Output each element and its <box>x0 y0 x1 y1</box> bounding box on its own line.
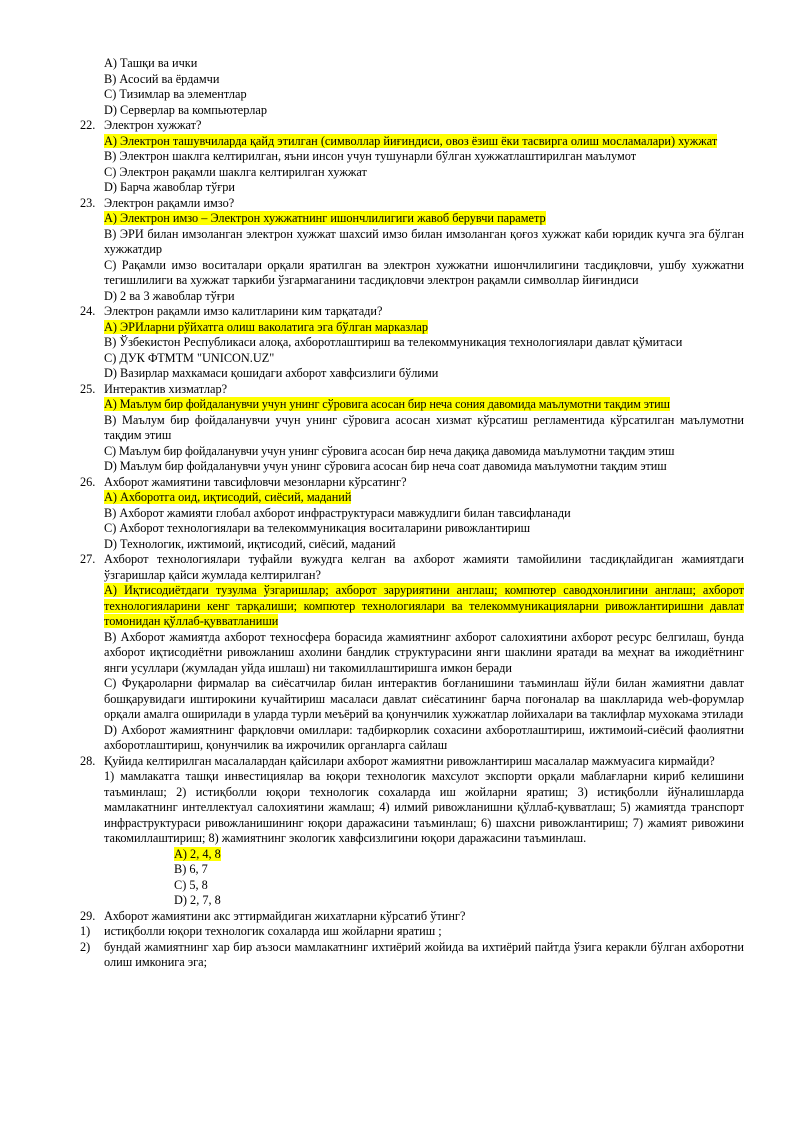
item-number: 1) <box>80 924 91 938</box>
question-26 <box>80 475 744 553</box>
item-text: истиқболли юқори технологик сохаларда иш жойларни яратиш ; <box>104 924 442 938</box>
option: B) Маълум бир фойдаланувчи учун унинг сўровига асосан хизмат кўрсатиш регламентида кўрсатилган маълумотни тақдим этиш <box>104 412 744 442</box>
option: C) Ахборот технологиялари ва телекоммуникация воситаларини ривожлантириш <box>104 521 531 535</box>
question-29 <box>80 909 744 925</box>
option: C) Маълум бир фойдаланувчи учун унинг сўровига асосан бир неча дақиқа давомида маълумотни тақдим этиш <box>104 443 675 458</box>
question-number: 26. <box>80 474 96 489</box>
question-number: 23. <box>80 195 96 210</box>
question-22 <box>80 118 744 196</box>
option: A) Ташқи ва ички <box>104 56 198 70</box>
correct-answer: A) Электрон ташувчиларда қайд этилган (символлар йиғиндиси, овоз ёзиш ёки тасвирга олиш мосламалари) хужжат <box>104 133 718 148</box>
option: B) Асосий ва ёрдамчи <box>104 71 220 86</box>
correct-answer: A) Маълум бир фойдаланувчи учун унинг сўровига асосан бир неча сония давомида маълумотни тақдим этиш <box>104 397 670 411</box>
option: D) Ахборот жамиятнинг фарқловчи омиллари: тадбиркорлик сохасини ахборотлаштириш, ижтимоий-сиёсий фаолиятни ахборотлаштириш, қонунчилик ва ижрочилик органларга сайлаш <box>104 722 744 752</box>
question-28 <box>80 754 744 909</box>
option: B) 6, 7 <box>174 862 208 876</box>
question-25 <box>80 382 744 475</box>
question-number: 29. <box>80 908 96 923</box>
option: B) Ўзбекистон Республикаси алоқа, ахборотлаштириш ва телекоммуникация технологиялари давлат қўмитаси <box>104 335 683 349</box>
option: D) 2, 7, 8 <box>174 893 221 907</box>
option: C) 5, 8 <box>174 877 208 892</box>
option: D) Вазирлар махкамаси қошидаги ахборот хавфсизлиги бўлими <box>104 366 439 380</box>
question-number: 25. <box>80 381 96 396</box>
statement-list: 1) мамлакатга ташқи инвестициялар ва юқори технологик махсулот экспорти орқали маблағларни кириб келишини таъминлаш; 2) истиқболли юқори технологик сохаларда иш жойларни яратиш; 3) истиқболли йўналишларда мамлакатнинг интеллектуал салохиятини жамлаш; 4) илмий ривожланишни қўллаб-қувватлаш; 5) жамиятда транспорт инфраструктураси ривожланишининг юқори даражасини таъминлаш; 6) шахсни ривожлантириш; 7) жамият ривожини такомиллаштириш; 8) жамиятнинг экологик хавфсизлигини юқори даражасини таъминлаш. <box>104 769 744 845</box>
document-page <box>80 56 744 971</box>
option: C) ДУК ФТМТМ "UNICON.UZ" <box>104 350 275 365</box>
question-number: 28. <box>80 753 96 768</box>
correct-answer: A) 2, 4, 8 <box>174 846 221 861</box>
item-number: 2) <box>80 939 91 954</box>
option: B) Ахборот жамиятда ахборот техносфера борасида жамиятнинг ахборот салохиятини ахборот ресурс белгилаш, бунда ахборот иқтисодиётни ривожланиш ахолини бандлик структурасини янги шаклини яратади ва меҳнат ва ижодиётнинг янги усуллари (жумладан уйда ишлаш) ни такомиллаштиришга имкон беради <box>104 629 744 675</box>
option: D) Серверлар ва компьютерлар <box>104 102 267 117</box>
option: D) Маълум бир фойдаланувчи учун унинг сўровига асосан бир неча соат давомида маълумотни тақдим этиш <box>104 459 667 473</box>
question-text: Интерактив хизматлар? <box>104 381 228 396</box>
correct-answer: A) Ахборотга оид, иқтисодий, сиёсий, маданий <box>104 490 352 504</box>
question-text: Ахборот жамиятини акс эттирмайдиган жихатларни кўрсатиб ўтинг? <box>104 908 466 923</box>
option: B) ЭРИ билан имзоланган электрон хужжат шахсий имзо билан имзоланган қоғоз хужжат каби юридик кучга эга бўлган хужжатдир <box>104 226 744 256</box>
correct-answer: A) Иқтисодиётдаги тузулма ўзгаришлар; ахборот заруриятини англаш; компютер саводхонлигини англаш; ахборот технологияларини кенг тарқалиши; компютер технологиялари ва телекоммуникацияларни ривожлантиришни давлат томонидан қўллаб-қувватланиши <box>104 583 744 628</box>
question-24 <box>80 304 744 382</box>
question-27 <box>80 552 744 754</box>
option: D) 2 ва 3 жавоблар тўғри <box>104 288 235 303</box>
question-text: Ахборот технологиялари туфайли вужудга келган ва ахборот жамияти тамойилини тасдиқлайдиган жамиятдаги ўзгаришлар қайси жумлада келтирилган? <box>104 552 744 582</box>
option: C) Тизимлар ва элементлар <box>104 87 247 101</box>
option: C) Электрон рақамли шаклга келтирилган хужжат <box>104 164 367 179</box>
question-23 <box>80 196 744 305</box>
option: B) Электрон шаклга келтирилган, яъни инсон учун тушунарли бўлган хужжатлаштирилган маълумот <box>104 149 637 163</box>
item-text: бундай жамиятнинг хар бир аъзоси мамлакатнинг ихтиёрий жойида ва ихтиёрий пайтда ўзига керакли бўлган ахборотни олиш имконига эга; <box>104 939 744 969</box>
option: C) Рақамли имзо воситалари орқали яратилган ва электрон хужжатни ишончлилигини тасдиқловчи, ушбу хужжатни тегишлилиги ва хужжат таркиби ўзгармаганини тасдиқловчи электрон рақамли символлар йиғиндиси <box>104 257 744 287</box>
option: D) Барча жавоблар тўғри <box>104 180 236 194</box>
question-text: Қуйида келтирилган масалалардан қайсилари ахборот жамиятни ривожлантириш масалалар мажмуасига кирмайди? <box>104 753 715 768</box>
question-number: 27. <box>80 552 96 566</box>
question-text: Электрон рақамли имзо? <box>104 195 235 210</box>
question-text: Электрон рақамли имзо калитларини ким тарқатади? <box>104 304 383 318</box>
option: C) Фуқароларни фирмалар ва сиёсатчилар билан интерактив боғланишини таъминлаш йўли билан жамиятни давлат бошқарувидаги иштирокини кучайтириш масаласи давлат сиёсатининг барча поғоналар ва шаклларида web-форумлар орқали амалга оширилади в уларда турли меъёрий ва қонунчилик хужжатлар лойихалари ва таклифлар мухокама этилади <box>104 676 744 721</box>
question-text: Электрон хужжат? <box>104 118 202 132</box>
question-text: Ахборот жамиятини тавсифловчи мезонларни кўрсатинг? <box>104 474 407 489</box>
question-number: 22. <box>80 118 96 132</box>
correct-answer: A) Электрон имзо – Электрон хужжатнинг ишончлилигиги жавоб берувчи параметр <box>104 211 546 225</box>
correct-answer: A) ЭРИларни рўйхатга олиш ваколатига эга бўлган марказлар <box>104 319 429 334</box>
question-number: 24. <box>80 304 96 318</box>
option: D) Технологик, ижтимоий, иқтисодий, сиёсий, маданий <box>104 536 396 551</box>
previous-question-options <box>80 56 744 118</box>
option: B) Ахборот жамияти глобал ахборот инфраструктураси мавжудлиги билан тавсифланади <box>104 505 571 520</box>
list-item <box>80 924 744 940</box>
list-item <box>80 940 744 971</box>
